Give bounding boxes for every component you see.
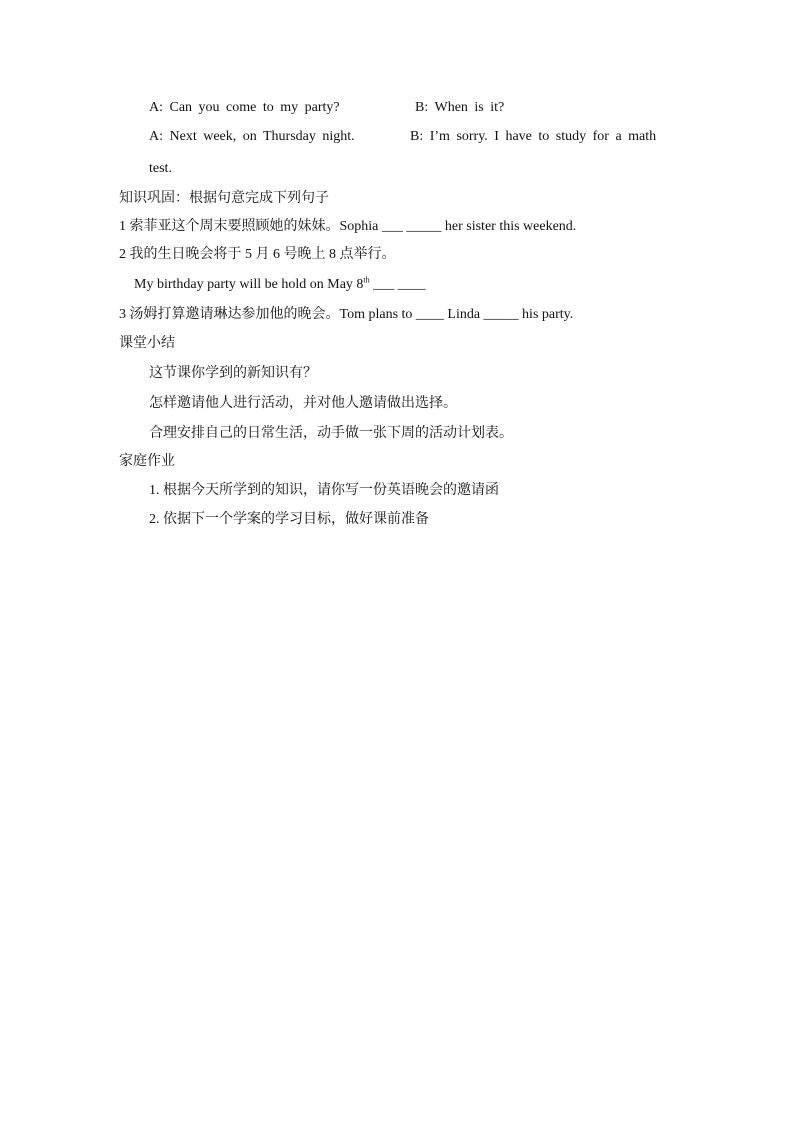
- dialogue-line-1a: A: Can you come to my party?: [149, 100, 340, 115]
- homework-item-2: 2. 依据下一个学案的学习目标，做好课前准备: [149, 512, 429, 527]
- item-2-en-prefix: My birthday party will be hold on May 8: [134, 277, 364, 292]
- homework-heading: 家庭作业: [119, 454, 175, 469]
- consolidation-heading: 知识巩固：根据句意完成下列句子: [119, 191, 329, 206]
- summary-line-1: 这节课你学到的新知识有？: [149, 366, 317, 381]
- item-2-en-blanks: ___ ____: [369, 277, 426, 292]
- item-2-en-superscript: th: [363, 275, 370, 285]
- summary-line-3: 合理安排自己的日常生活，动手做一张下周的活动计划表。: [149, 426, 513, 441]
- consolidation-item-2-cn: 2 我的生日晚会将于 5 月 6 号晚上 8 点举行。: [119, 247, 396, 262]
- consolidation-item-2-en: [134, 276, 426, 294]
- summary-line-2: 怎样邀请他人进行活动，并对他人邀请做出选择。: [149, 396, 457, 411]
- consolidation-item-1: 1 索菲亚这个周末要照顾她的妹妹。Sophia ___ _____ her sister this weekend.: [119, 219, 577, 234]
- dialogue-line-1b: B: When is it?: [415, 100, 505, 115]
- summary-heading: 课堂小结: [119, 336, 175, 351]
- consolidation-item-3: 3 汤姆打算邀请琳达参加他的晚会。Tom plans to ____ Linda _____ his party.: [119, 307, 574, 322]
- dialogue-line-2b: B: I’m sorry. I have to study for a math: [410, 129, 657, 144]
- dialogue-line-3: test.: [149, 161, 172, 176]
- homework-item-1: 1. 根据今天所学到的知识，请你写一份英语晚会的邀请函: [149, 483, 499, 498]
- dialogue-line-2a: A: Next week, on Thursday night.: [149, 129, 355, 144]
